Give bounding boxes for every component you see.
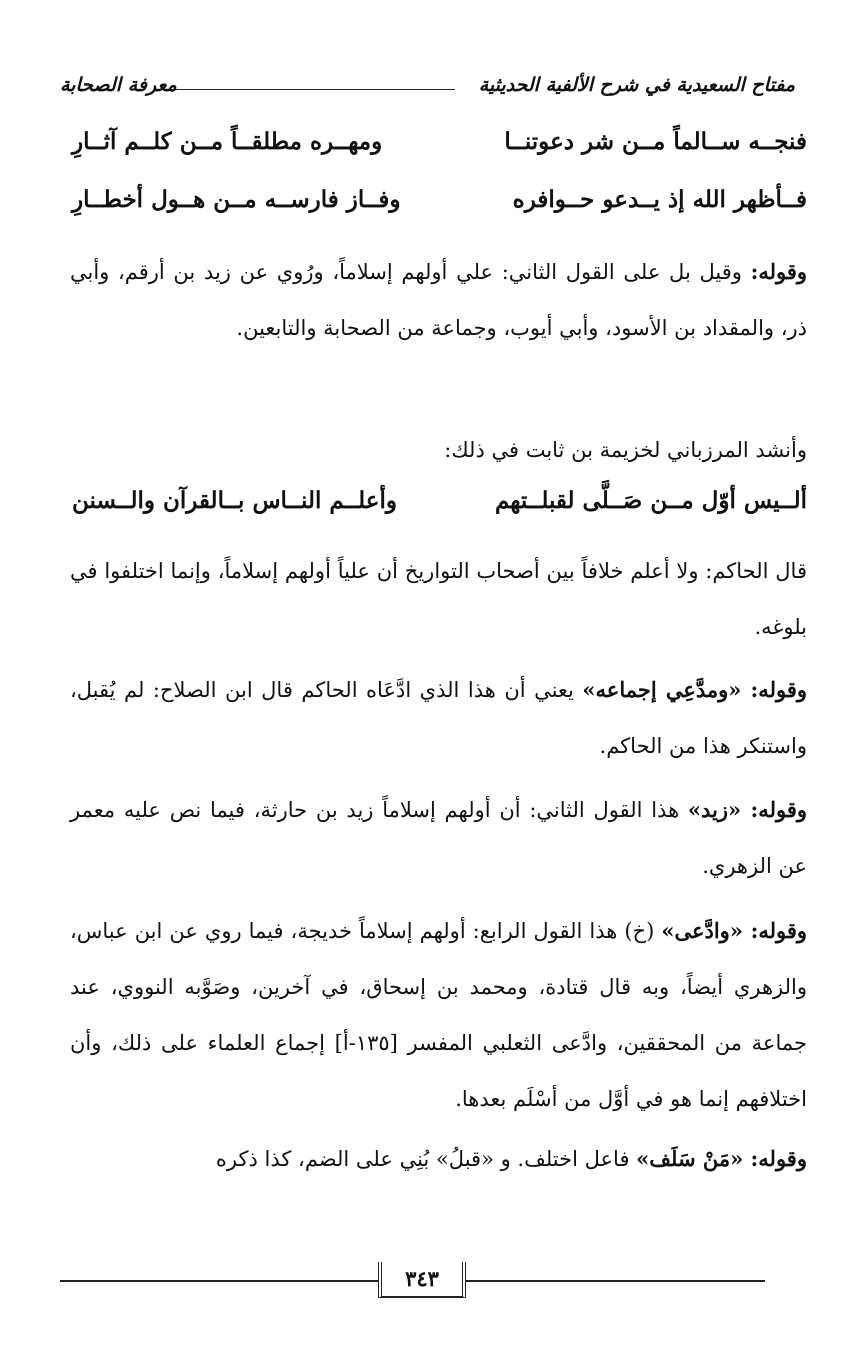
- paragraph: [70, 244, 807, 356]
- paragraph: [70, 1131, 807, 1187]
- paragraph-text: يعني أن هذا الذي ادَّعَاه الحاكم قال ابن الصلاح: لم يُقبل، واستنكر هذا من الحاكم.: [70, 678, 807, 758]
- page-number: ٣٤٣: [378, 1262, 466, 1298]
- verse-hemistich: فــأظهر الله إذ يــدعو حــوافره: [512, 186, 807, 213]
- paragraph: [70, 543, 807, 655]
- paragraph-text: وقيل بل على القول الثاني: علي أولهم إسلاماً، ورُوي عن زيد بن أرقم، وأبي ذر، والمقداد بن الأسود، وأبي أيوب، وجماعة من الصحابة والتابعين.: [70, 260, 807, 340]
- paragraph: [70, 903, 807, 1127]
- paragraph-text: فاعل اختلف. و «قبلُ» بُنِي على الضم، كذا ذكره: [215, 1147, 637, 1171]
- paragraph-lead: وقوله:: [750, 259, 807, 284]
- verse-hemistich: ألــيس أوّل مــن صَــلَّى لقبلــتهم: [495, 487, 807, 514]
- paragraph-lead: وقوله: «مَنْ سَلَف»: [636, 1146, 807, 1171]
- paragraph-text: هذا القول الثاني: أن أولهم إسلاماً زيد بن حارثة، فيما نص عليه معمر عن الزهري.: [70, 798, 807, 878]
- paragraph-text: قال الحاكم: ولا أعلم خلافاً بين أصحاب التواريخ أن علياً أولهم إسلاماً، وإنما اختلفوا في بلوغه.: [70, 559, 807, 639]
- verse-hemistich: فنجــه ســالماً مــن شر دعوتنــا: [504, 128, 807, 155]
- paragraph: [70, 422, 807, 478]
- running-header: [60, 72, 795, 102]
- verse-hemistich: ومهــره مطلقــاً مــن كلــم آثــارِ: [72, 128, 383, 155]
- page-footer: [60, 1262, 765, 1302]
- book-title: مفتاح السعيدية في شرح الألفية الحديثية: [478, 74, 795, 96]
- verse-hemistich: وفــاز فارســه مــن هــول أخطــارِ: [72, 186, 401, 213]
- header-rule: [166, 89, 455, 90]
- paragraph-lead: وقوله: «ومدَّعِي إجماعه»: [582, 677, 807, 702]
- verse-line-3: [72, 487, 807, 531]
- paragraph-lead: وقوله: «زيد»: [687, 797, 807, 822]
- chapter-title: معرفة الصحابة: [60, 74, 177, 96]
- paragraph: [70, 662, 807, 774]
- verse-hemistich: وأعلــم النــاس بــالقرآن والــسنن: [72, 487, 397, 514]
- verse-line-2: [72, 186, 807, 230]
- verse-line-1: [72, 128, 807, 172]
- paragraph-text: وأنشد المرزباني لخزيمة بن ثابت في ذلك:: [444, 438, 807, 462]
- paragraph-lead: وقوله: «وادَّعى»: [661, 918, 808, 943]
- paragraph-text: (خ) هذا القول الرابع: أولهم إسلاماً خديجة، فيما روي عن ابن عباس، والزهري أيضاً، وبه قال قتادة، ومحمد بن إسحاق، في آخرين، وصَوَّبه النووي، عند جماعة من المحققين، وادَّعى الثعلبي المفسر [١٣٥-أ] إجماع العلماء على ذلك، وأن اختلافهم إنما هو في أوَّل من أسْلَم بعدها.: [70, 919, 807, 1111]
- paragraph: [70, 782, 807, 894]
